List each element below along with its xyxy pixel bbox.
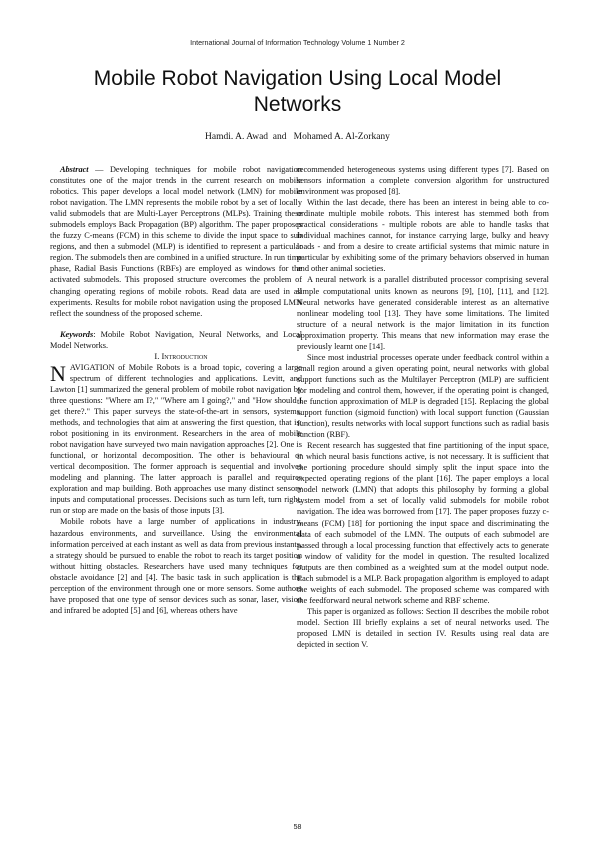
paper-title: Mobile Robot Navigation Using Local Model Networks: [93, 67, 502, 116]
intro-paragraph-3: Within the last decade, there has been an interest in being able to co-ordinate multiple mobile robots. This interest has stemmed both from practical considerations - multiple robots are able to handle tasks that individual machines cannot, for instance carrying large, bulky and heavy loads - and from a desire to create artificial systems that mimic nature in particular by exhibiting some of the primary behaviors observed in human and other animal societies.: [297, 198, 549, 274]
journal-header: International Journal of Information Technology Volume 1 Number 2: [190, 38, 405, 47]
left-column: [50, 164, 302, 616]
intro-paragraph-1: [50, 362, 302, 517]
keywords: [50, 329, 302, 351]
intro-paragraph-7: This paper is organized as follows: Section II describes the mobile robot model. Section III briefly explains a set of neural networks used. The proposed LMN is detailed in section IV. Results using real data are depicted in section V.: [297, 606, 549, 650]
abstract-label: Abstract: [60, 165, 89, 174]
keywords-text: : Mobile Robot Navigation, Neural Networks, and Local Model Networks.: [50, 329, 302, 350]
right-column: [297, 164, 549, 650]
intro-paragraph-2: Mobile robots have a large number of applications in industry, hazardous environments, and surveillance. Using the environmental information perceived at each instant as well as data from previous instants, a strategy should be pursued to enable the robot to reach its target position without hitting obstacles. Researchers have used many techniques for obstacle avoidance [2] and [4]. The basic task in such application is the perception of the environment through one or more sensors. Some authors have proposed that one type of sensor devices such as sonar, laser, vision and infrared be adopted [5] and [6], whereas others have: [50, 517, 302, 615]
abstract-text: Developing techniques for mobile robot navigation constitutes one of the major trends in the current research on mobile robotics. This paper develops a local model network (LMN) for mobile robot navigation. The LMN represents the mobile robot by a set of locally valid submodels that are Multi-Layer Perceptrons (MLPs). Training these submodels employs Back Propagation (BP) algorithm. The paper proposes the fuzzy C-means (FCM) in this scheme to divide the input space to sub regions, and then a submodel (MLP) is identified to represent a particular region. The submodels then are combined in a unified structure. In run time phase, Radial Basis Functions (RBFs) are employed as windows for the activated submodels. This proposed structure overcomes the problem of changing operating regions of mobile robots. Read data are used in all experiments. Results for mobile robot navigation using the proposed LMN reflect the soundness of the proposed scheme.: [50, 165, 302, 318]
abstract-dash: —: [88, 165, 110, 174]
section-number: I.: [154, 350, 162, 361]
paper-authors: Hamdi. A. Awad and Mohamed A. Al-Zorkany: [205, 132, 390, 142]
intro-paragraph-4: A neural network is a parallel distributed processor comprising several simple computational units known as neurons [9], [10], [11], and [12]. Neural networks have generated considerable interest as an alternative nonlinear modeling tool [13]. They have some limitations. The limited structure of a neural network is the major limitation in its function approximation property. This means that new information may erase the previously learnt one [14].: [297, 275, 549, 351]
intro-paragraph-1-text: AVIGATION of Mobile Robots is a broad topic, covering a large spectrum of different technologies and applications. Levitt, and Lawton [1] summarized the general problem of mobile robot navigation by three questions: "Where am I?," "Where am I going?," and "How should I get there?." This paper surveys the state-of-the-art in sensors, systems, methods, and technologies that aim at answering the first question, that is: robot positioning in its environment. Researchers in the area of mobile robot navigation have surveyed two main navigation approaches [2]. One is functional, or horizontal decomposition. The other is behavioural or vertical decomposition. The former approach is sequential and involves modeling and planning. The latter approach is parallel and requires exploration and map building. Both approaches use many distinct sensory inputs and computational processes. Decisions such as turn left, turn right, run or stop are made on the basis of those inputs [3].: [50, 362, 302, 516]
drop-cap: N: [50, 360, 66, 386]
intro-paragraph-5: Since most industrial processes operate under feedback control within a small region around a given operating point, neural networks with global support functions such as the Multilayer Perceptron (MLP) are sufficient for modeling and control them, however, if the operating point is changed, the function approximation of MLP is degraded [15]. Replacing the global support function (sigmoid function) with local support function (Gaussian function), results networks with local support functions such as radial basis function (RBF).: [297, 352, 549, 440]
keywords-label: Keywords: [60, 329, 94, 339]
section-title: Introduction: [161, 350, 208, 361]
page-number: 58: [293, 824, 302, 831]
section-heading-introduction: [50, 351, 302, 362]
abstract: [50, 164, 302, 319]
intro-paragraph-6: Recent research has suggested that fine partitioning of the input space, in which neural basis functions active, is not necessary. It is sufficient that the portioning procedure should simply split the input space into the expected operating regions of the plant [16]. The paper employs a local model network (LMN) that adopts this philosophy by forming a global system model from a set of locally valid submodels for mobile robot navigation. The idea was borrowed from [17]. The paper proposes fuzzy c-means (FCM) [18] for portioning the input space and discriminating the data of each submodel of the LMN. The outputs of each submodel are passed through a local processing function that effectively acts to generate a window of validity for the model in question. The resulted localized outputs are then combined as a weighted sum at the model output node. Each submodel is a MLP. Back propagation algorithm is employed to adapt the weights of each submodel. The proposed scheme was compared with the feedforward neural network scheme and RBF scheme.: [297, 441, 549, 605]
intro-paragraph-2-continued: recommended heterogeneous systems using different types [7]. Based on sensors information a complete conversion algorithm for unstructured environment was proposed [8].: [297, 165, 549, 197]
